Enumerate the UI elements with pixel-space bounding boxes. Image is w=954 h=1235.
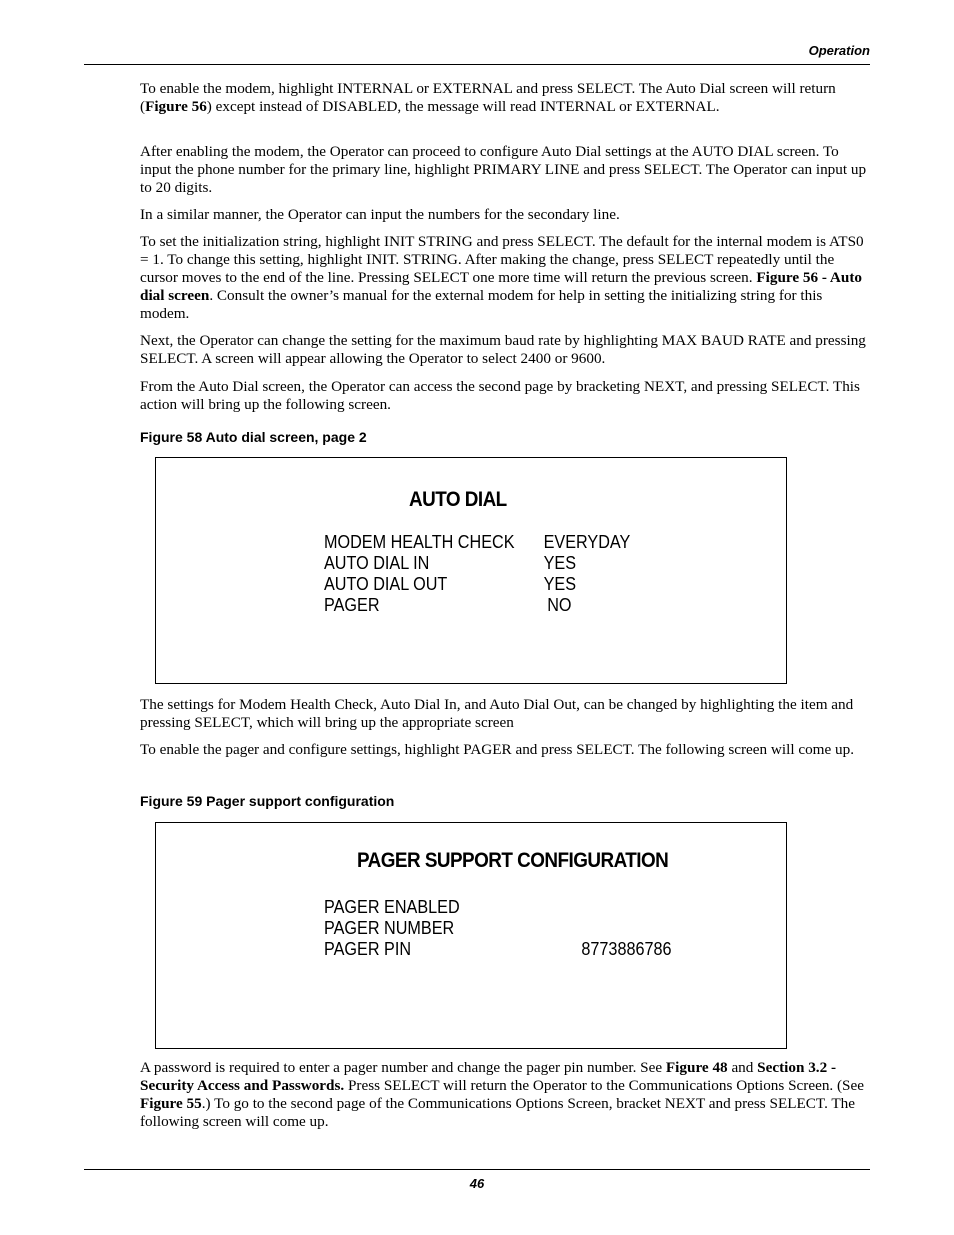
figure-caption: Figure 59 Pager support configuration <box>140 793 395 809</box>
setting-label: PAGER <box>324 595 380 615</box>
pager-support-screen <box>155 822 787 1049</box>
setting-label: PAGER PIN <box>324 939 412 959</box>
figure-reference-link[interactable]: Figure 55 <box>140 1095 202 1112</box>
setting-value: EVERYDAY <box>543 532 631 552</box>
header-rule <box>84 64 870 65</box>
paragraph-enable-pager: To enable the pager and configure settings, highlight PAGER and press SELECT. The following screen will come up. <box>140 741 855 758</box>
paragraph-settings-change: The settings for Modem Health Check, Auto Dial In, and Auto Dial Out, can be changed by highlighting the item and pressing SELECT, which will bring up the appropriate screen <box>140 696 854 731</box>
setting-value: YES <box>543 574 577 594</box>
setting-label: PAGER NUMBER <box>324 918 455 938</box>
footer-rule <box>84 1169 870 1170</box>
setting-value: YES <box>543 553 577 573</box>
page-number: 46 <box>469 1176 485 1191</box>
paragraph-second-page: From the Auto Dial screen, the Operator can access the second page by bracketing NEXT, and pressing SELECT. This action will bring up the following screen. <box>140 378 860 413</box>
screen-title: AUTO DIAL <box>409 488 507 511</box>
figure-caption: Figure 58 Auto dial screen, page 2 <box>140 429 367 445</box>
setting-label: AUTO DIAL IN <box>324 553 430 573</box>
setting-label: MODEM HEALTH CHECK <box>324 532 515 552</box>
setting-label: PAGER ENABLED <box>324 897 460 917</box>
paragraph-secondary-line: In a similar manner, the Operator can input the numbers for the secondary line. <box>140 206 620 223</box>
page-header-section: Operation <box>808 43 870 58</box>
auto-dial-screen <box>155 457 787 684</box>
figure-reference-link[interactable]: Figure 56 - Auto dial screen <box>140 269 862 304</box>
section-reference-link[interactable]: Section 3.2 - Security Access and Passwords. <box>140 1059 837 1094</box>
setting-value: NO <box>547 595 572 615</box>
paragraph-after-enabling: After enabling the modem, the Operator can proceed to configure Auto Dial settings at the AUTO DIAL screen. To input the phone number for the primary line, highlight PRIMARY LINE and press SELECT. The Operator can input up to 20 digits. <box>140 143 867 196</box>
setting-label: AUTO DIAL OUT <box>324 574 448 594</box>
figure-reference-link[interactable]: Figure 56 <box>145 98 207 115</box>
paragraph-init-string: To set the initialization string, highlight INIT STRING and press SELECT. The default for the internal modem is ATS0 = 1. To change this setting, highlight INIT. STRING. After making the change, press SELECT repeatedly until the cursor moves to the end of the line. Pressing SELECT one more time will return the previous screen. Figure 56 - Auto dial screen. Consult the owner’s manual for the external modem for help in setting the initializing string for this modem. <box>140 233 864 322</box>
paragraph-password-required: A password is required to enter a pager number and change the pager pin number. See Figure 48 and Section 3.2 - Security Access and Passwords. Press SELECT will return the Operator to the Communications Options Screen. (See Figure 55.) To go to the second page of the Communications Options Screen, bracket NEXT and press SELECT. The following screen will come up. <box>140 1059 864 1130</box>
screen-title: PAGER SUPPORT CONFIGURATION <box>357 849 669 872</box>
setting-value: 8773886786 <box>581 939 672 959</box>
paragraph-enable-modem: To enable the modem, highlight INTERNAL or EXTERNAL and press SELECT. The Auto Dial screen will return (Figure 56) except instead of DISABLED, the message will read INTERNAL or EXTERNAL. <box>140 80 836 115</box>
figure-reference-link[interactable]: Figure 48 <box>665 1059 728 1076</box>
paragraph-max-baud: Next, the Operator can change the setting for the maximum baud rate by highlighting MAX BAUD RATE and pressing SELECT. A screen will appear allowing the Operator to select 2400 or 9600. <box>140 332 866 367</box>
